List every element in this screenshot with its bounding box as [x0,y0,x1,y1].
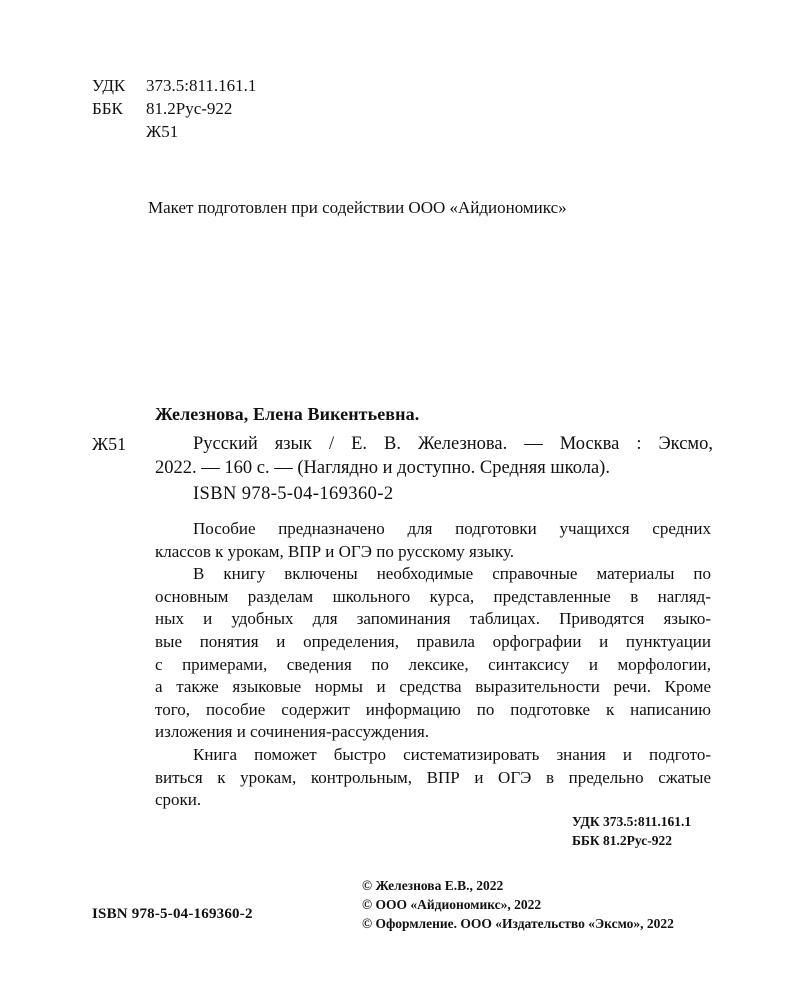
annotation-line: изложения и сочинения-рассуждения. [155,722,430,742]
copyright-line: © Оформление. ООО «Издательство «Эксмо», 2022 [362,916,674,931]
udk-bottom: УДК 373.5:811.161.1 [572,814,692,829]
author-heading: Железнова, Елена Викентьевна. [155,404,420,424]
annotation-line: того, пособие содержит информацию по подготовке к написанию [155,699,711,719]
annotation-line: с примерами, сведения по лексике, синтаксису и морфологии, [155,654,711,674]
biblio-line: 2022. — 160 с. — (Наглядно и доступно. Средняя школа). [155,458,610,478]
copyright-line: © Железнова Е.В., 2022 [362,878,504,893]
udk-label: УДК [92,76,126,95]
annotation-line: вые понятия и определения, правила орфографии и пунктуации [155,631,711,651]
copyright-block [362,876,674,933]
annotation-line: Книга поможет быстро систематизировать знания и подгото- [193,744,711,764]
prepared-note: Макет подготовлен при содействии ООО «Айдиономикс» [148,198,567,217]
bbk-bottom: ББК 81.2Рус-922 [572,833,672,848]
biblio-line: Русский язык / Е. В. Железнова. — Москва : Эксмо, [193,434,713,454]
isbn-bottom: ISBN 978-5-04-169360-2 [92,906,253,922]
isbn-main: ISBN 978-5-04-169360-2 [193,484,394,504]
author-mark: Ж51 [146,122,179,141]
udk-row [92,76,256,96]
classification-bottom [572,812,691,850]
annotation-line: виться к урокам, контрольным, ВПР и ОГЭ в предельно сжатые [155,767,711,787]
annotation-line: Пособие предназначено для подготовки учащихся средних [193,519,711,538]
udk-value: 373.5:811.161.1 [146,76,257,95]
annotation-line: основным разделам школьного курса, представленные в нагляд- [155,586,711,606]
annotation-line: ных и удобных для запоминания таблицах. Приводятся языко- [155,609,711,629]
annotation-line: а также языковые нормы и средства выразительности речи. Кроме [155,677,711,697]
bbk-label: ББК [92,99,123,118]
biblio-author-mark: Ж51 [92,434,127,454]
biblio-description [155,432,713,480]
annotation [155,518,711,812]
annotation-line: сроки. [155,790,202,810]
annotation-line: классов к урокам, ВПР и ОГЭ по русскому языку. [155,541,515,561]
copyright-line: © ООО «Айдиономикс», 2022 [362,897,542,912]
annotation-line: В книгу включены необходимые справочные материалы по [193,564,711,584]
author-mark-row [92,122,178,142]
bbk-value: 81.2Рус-922 [146,99,233,118]
bbk-row [92,99,232,119]
